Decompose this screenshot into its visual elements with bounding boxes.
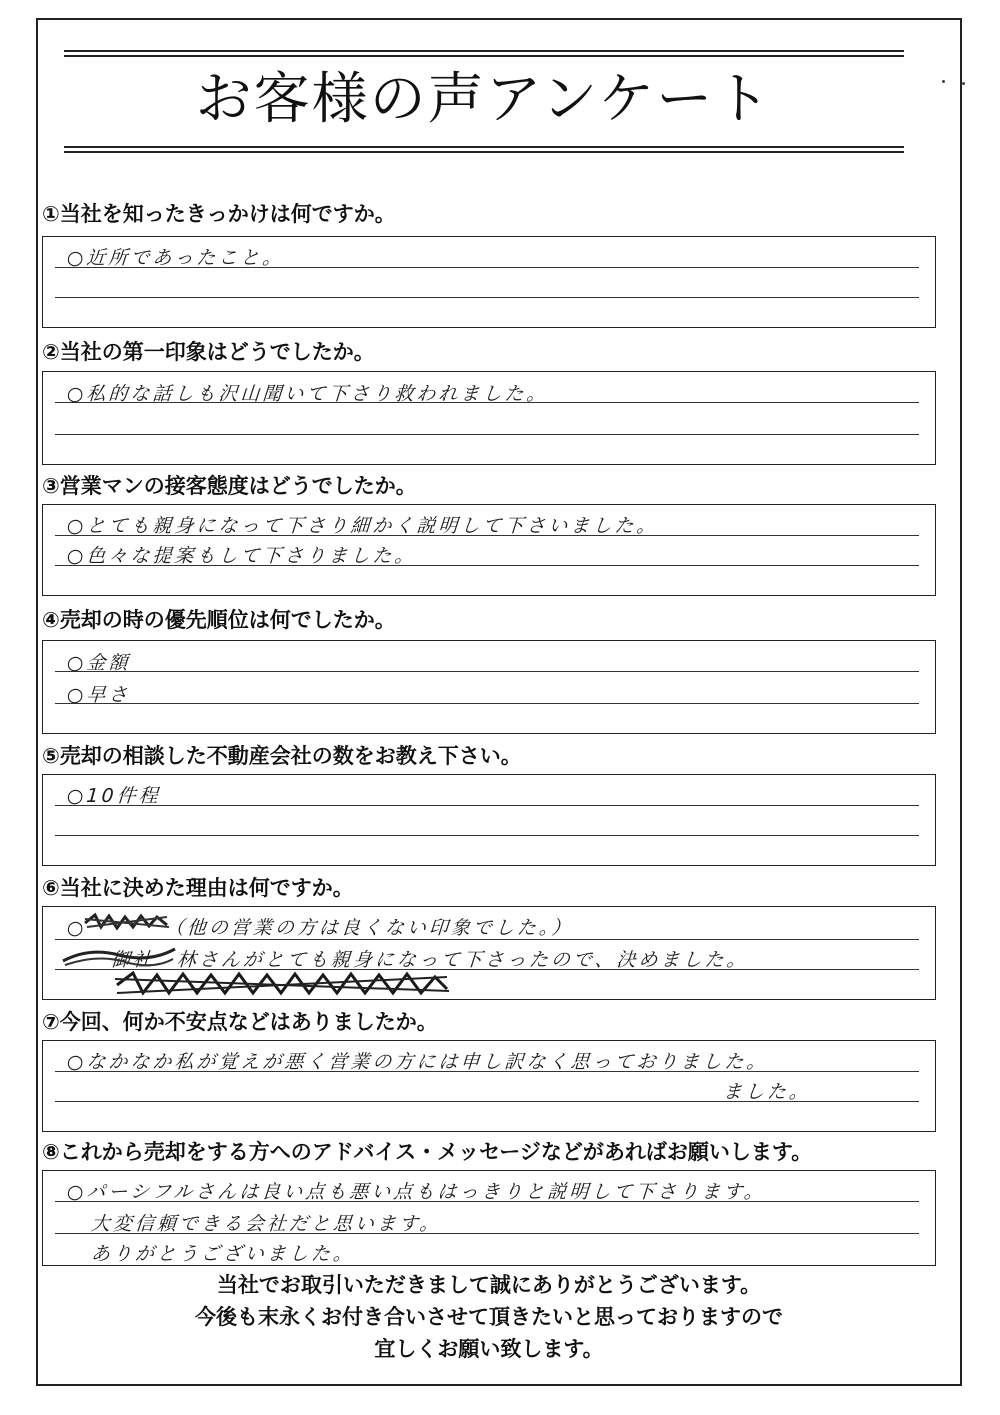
question-8-answer-2: 大変信頼できる会社だと思います。	[90, 1213, 443, 1235]
question-1-answer-box	[42, 236, 936, 328]
question-1-label: ①当社を知ったきっかけは何ですか。	[42, 202, 396, 226]
question-5-label: ⑤売却の相談した不動産会社の数をお教え下さい。	[42, 744, 522, 768]
question-3-answer-1: ○とても親身になって下さり細かく説明して下さいました。	[66, 515, 660, 537]
question-8-label: ⑧これから売却をする方へのアドバイス・メッセージなどがあればお願いします。	[42, 1140, 813, 1164]
scan-speck	[962, 82, 965, 85]
answer-line	[55, 671, 919, 672]
title-top-rule	[64, 50, 904, 57]
scan-speck	[942, 80, 945, 83]
question-3-label: ③営業マンの接客態度はどうでしたか。	[42, 474, 417, 498]
question-6-label: ⑥当社に決めた理由は何ですか。	[42, 876, 354, 900]
question-1-answer-1: ○近所であったこと。	[66, 247, 286, 269]
question-4-answer-1: ○金額	[66, 652, 132, 674]
question-2-answer-box	[42, 371, 936, 465]
crossed-out-scribble	[113, 969, 453, 999]
question-7-answer-2: ました。	[722, 1081, 812, 1103]
question-7-answer-1: ○なかなか私が覚えが悪く営業の方には申し訳なく思っておりました。	[66, 1051, 770, 1073]
question-6-answer-box	[42, 906, 936, 1000]
page-title: お客様の声アンケート	[195, 67, 773, 132]
question-4-answer-box	[42, 640, 936, 734]
closing-line-1: 当社でお取引いただきまして誠にありがとうございます。	[216, 1273, 762, 1297]
question-2-label: ②当社の第一印象はどうでしたか。	[42, 340, 375, 364]
question-8-answer-box	[42, 1170, 936, 1266]
question-6-answer-2: 御社 林さんがとても親身になって下さったので、決めました。	[66, 949, 750, 971]
question-3-answer-box	[42, 504, 936, 596]
question-5-answer-box	[42, 774, 936, 866]
question-4-label: ④売却の時の優先順位は何でしたか。	[42, 608, 396, 632]
answer-line	[55, 835, 919, 836]
crossed-out-scribble	[59, 941, 179, 971]
question-6-answer-1: ○ （他の営業の方は良くない印象でした。）	[66, 917, 575, 939]
answer-line	[55, 297, 919, 298]
question-4-answer-2: ○早さ	[66, 684, 132, 706]
question-2-answer-1: ○私的な話しも沢山聞いて下さり救われました。	[66, 383, 550, 405]
answer-line	[55, 703, 919, 704]
closing-line-3: 宜しくお願い致します。	[374, 1337, 604, 1361]
question-8-answer-3: ありがとうございました。	[90, 1243, 356, 1265]
question-7-label: ⑦今回、何か不安点などはありましたか。	[42, 1010, 438, 1034]
answer-line	[55, 434, 919, 435]
crossed-out-scribble	[83, 911, 173, 933]
title-bottom-rule	[64, 146, 904, 153]
question-3-answer-2: ○色々な提案もして下さりました。	[66, 545, 418, 567]
answer-line	[55, 805, 919, 806]
question-7-answer-box	[42, 1040, 936, 1132]
question-8-answer-1: ○パーシフルさんは良い点も悪い点もはっきりと説明して下さります。	[66, 1181, 767, 1203]
question-5-answer-1: ○10件程	[66, 785, 162, 807]
closing-line-2: 今後も末永くお付き合いさせて頂きたいと思っておりますので	[195, 1305, 783, 1329]
